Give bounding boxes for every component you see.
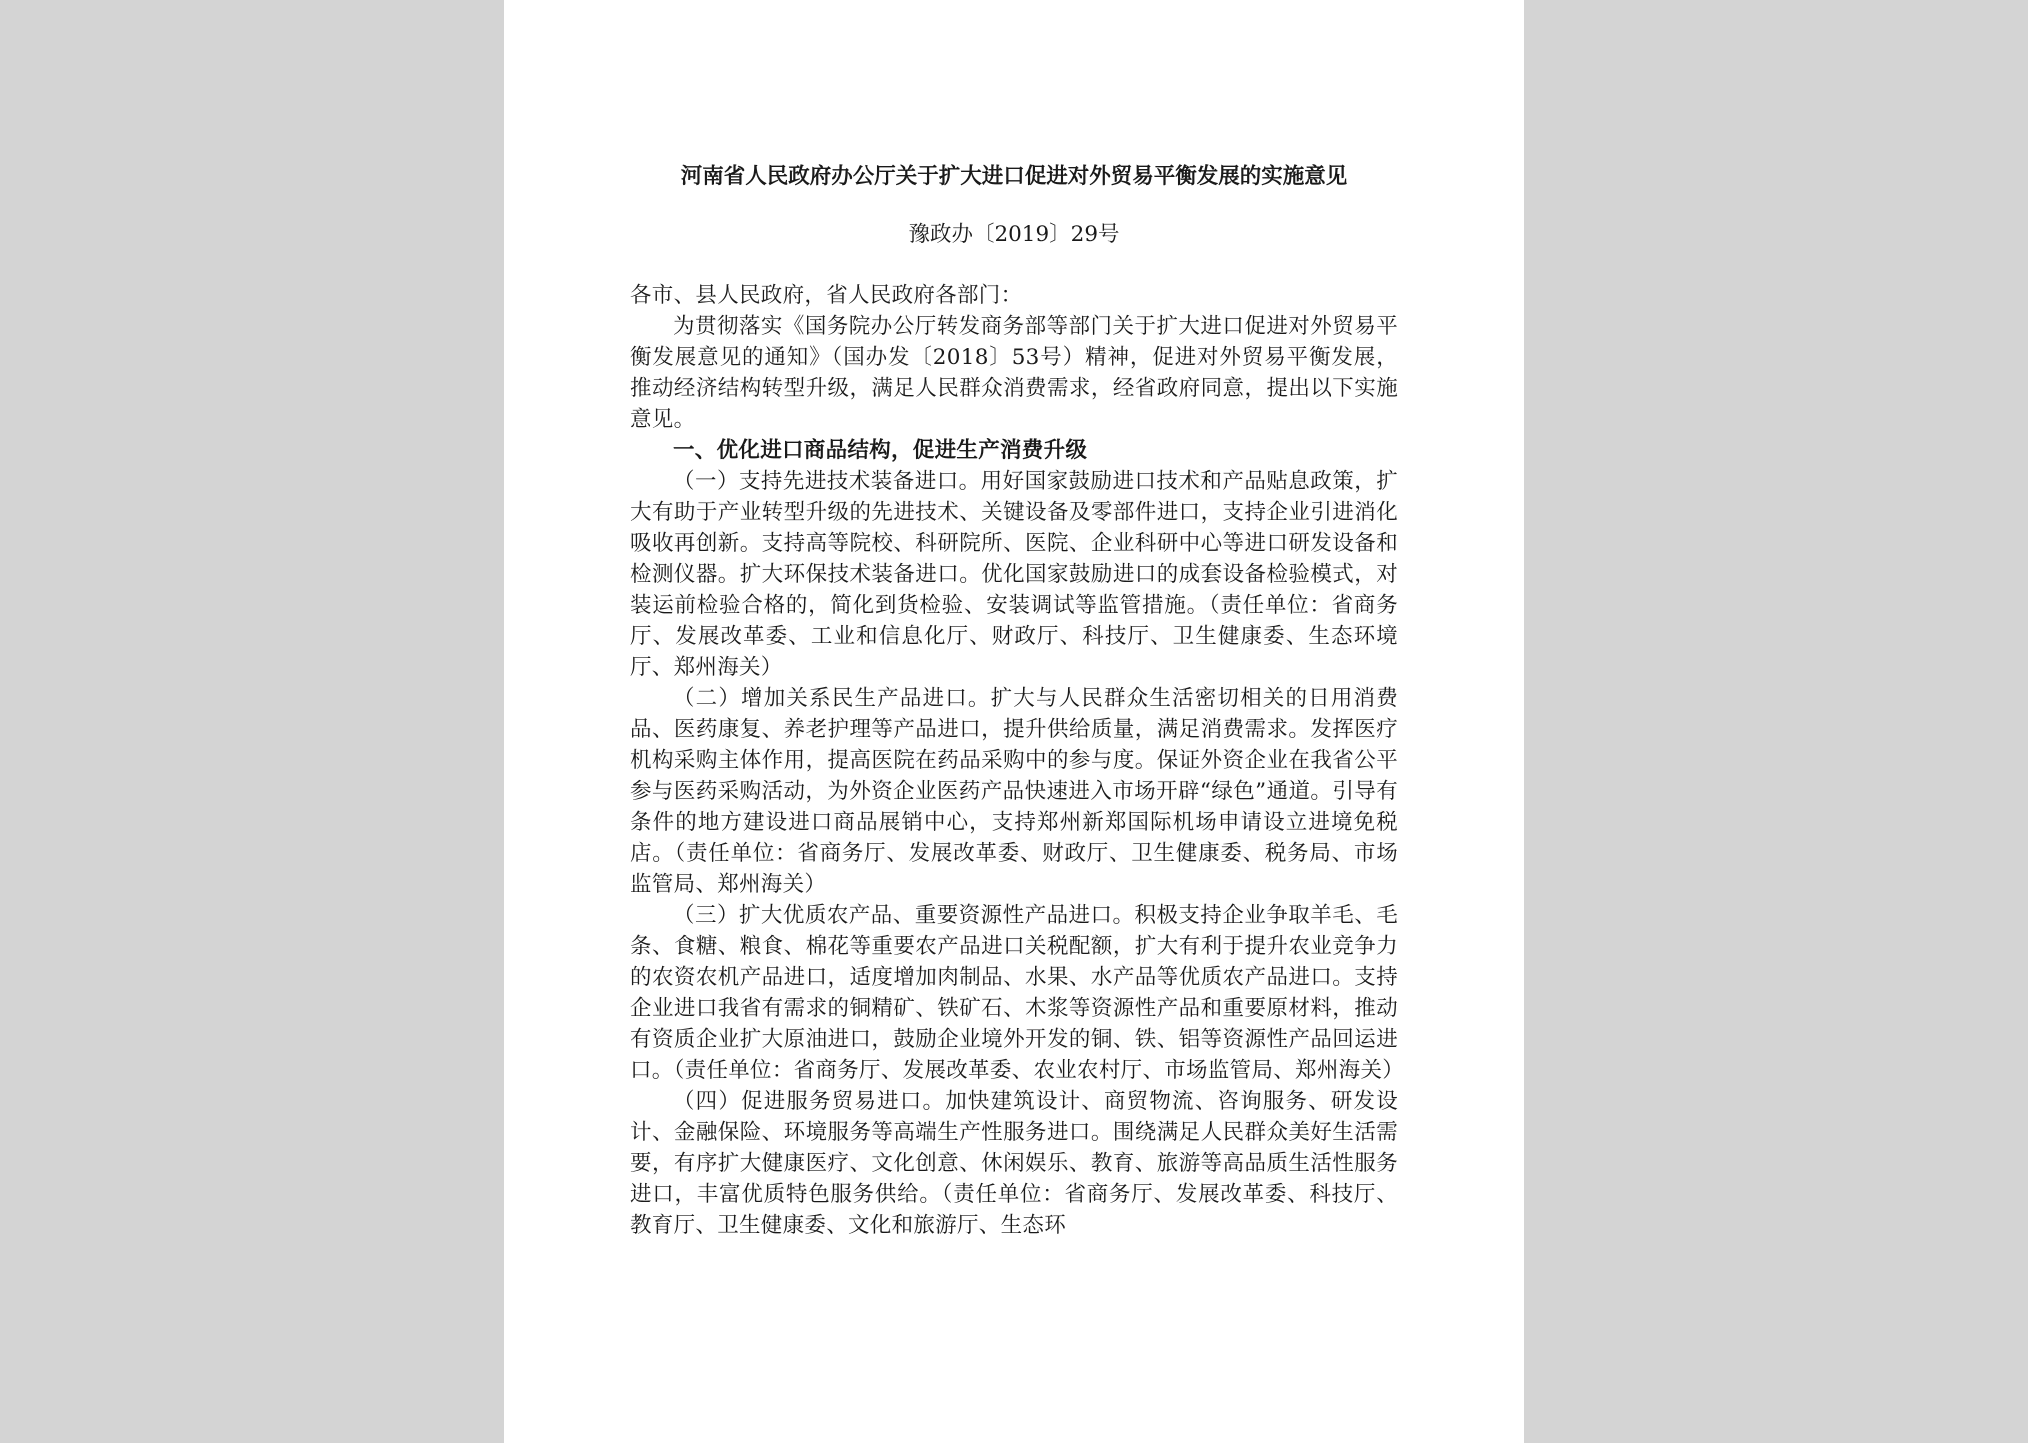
document-number: 豫政办〔2019〕29号 (908, 222, 1120, 247)
document-page (504, 0, 1524, 1443)
document-title: 河南省人民政府办公厅关于扩大进口促进对外贸易平衡发展的实施意见 (680, 164, 1348, 189)
intro-paragraph: 为贯彻落实《国务院办公厅转发商务部等部门关于扩大进口促进对外贸易平衡发展意见的通知》（国办发〔2018〕53号）精神，促进对外贸易平衡发展，推动经济结构转型升级，满足人民群众消费需求，经省政府同意，提出以下实施意见。 (630, 314, 1398, 432)
paragraph-item-1: （一）支持先进技术装备进口。用好国家鼓励进口技术和产品贴息政策，扩大有助于产业转型升级的先进技术、关键设备及零部件进口，支持企业引进消化吸收再创新。支持高等院校、科研院所、医院、企业科研中心等进口研发设备和检测仪器。扩大环保技术装备进口。优化国家鼓励进口的成套设备检验模式，对装运前检验合格的，简化到货检验、安装调试等监管措施。（责任单位：省商务厅、发展改革委、工业和信息化厅、财政厅、科技厅、卫生健康委、生态环境厅、郑州海关） (630, 469, 1398, 680)
salutation: 各市、县人民政府，省人民政府各部门： (630, 283, 1023, 308)
paragraph-item-3: （三）扩大优质农产品、重要资源性产品进口。积极支持企业争取羊毛、毛条、食糖、粮食、棉花等重要农产品进口关税配额，扩大有利于提升农业竞争力的农资农机产品进口，适度增加肉制品、水果、水产品等优质农产品进口。支持企业进口我省有需求的铜精矿、铁矿石、木浆等资源性产品和重要原材料，推动有资质企业扩大原油进口，鼓励企业境外开发的铜、铁、铝等资源性产品回运进口。（责任单位：省商务厅、发展改革委、农业农村厅、市场监管局、郑州海关） (630, 903, 1405, 1083)
section-heading: 一、优化进口商品结构，促进生产消费升级 (673, 438, 1088, 463)
paragraph-item-4: （四）促进服务贸易进口。加快建筑设计、商贸物流、咨询服务、研发设计、金融保险、环境服务等高端生产性服务进口。围绕满足人民群众美好生活需要，有序扩大健康医疗、文化创意、休闲娱乐、教育、旅游等高品质生活性服务进口，丰富优质特色服务供给。（责任单位：省商务厅、发展改革委、科技厅、教育厅、卫生健康委、文化和旅游厅、生态环 (630, 1089, 1398, 1238)
paragraph-item-2: （二）增加关系民生产品进口。扩大与人民群众生活密切相关的日用消费品、医药康复、养老护理等产品进口，提升供给质量，满足消费需求。发挥医疗机构采购主体作用，提高医院在药品采购中的参与度。保证外资企业在我省公平参与医药采购活动，为外资企业医药产品快速进入市场开辟“绿色”通道。引导有条件的地方建设进口商品展销中心，支持郑州新郑国际机场申请设立进境免税店。（责任单位：省商务厅、发展改革委、财政厅、卫生健康委、税务局、市场监管局、郑州海关） (630, 686, 1398, 897)
